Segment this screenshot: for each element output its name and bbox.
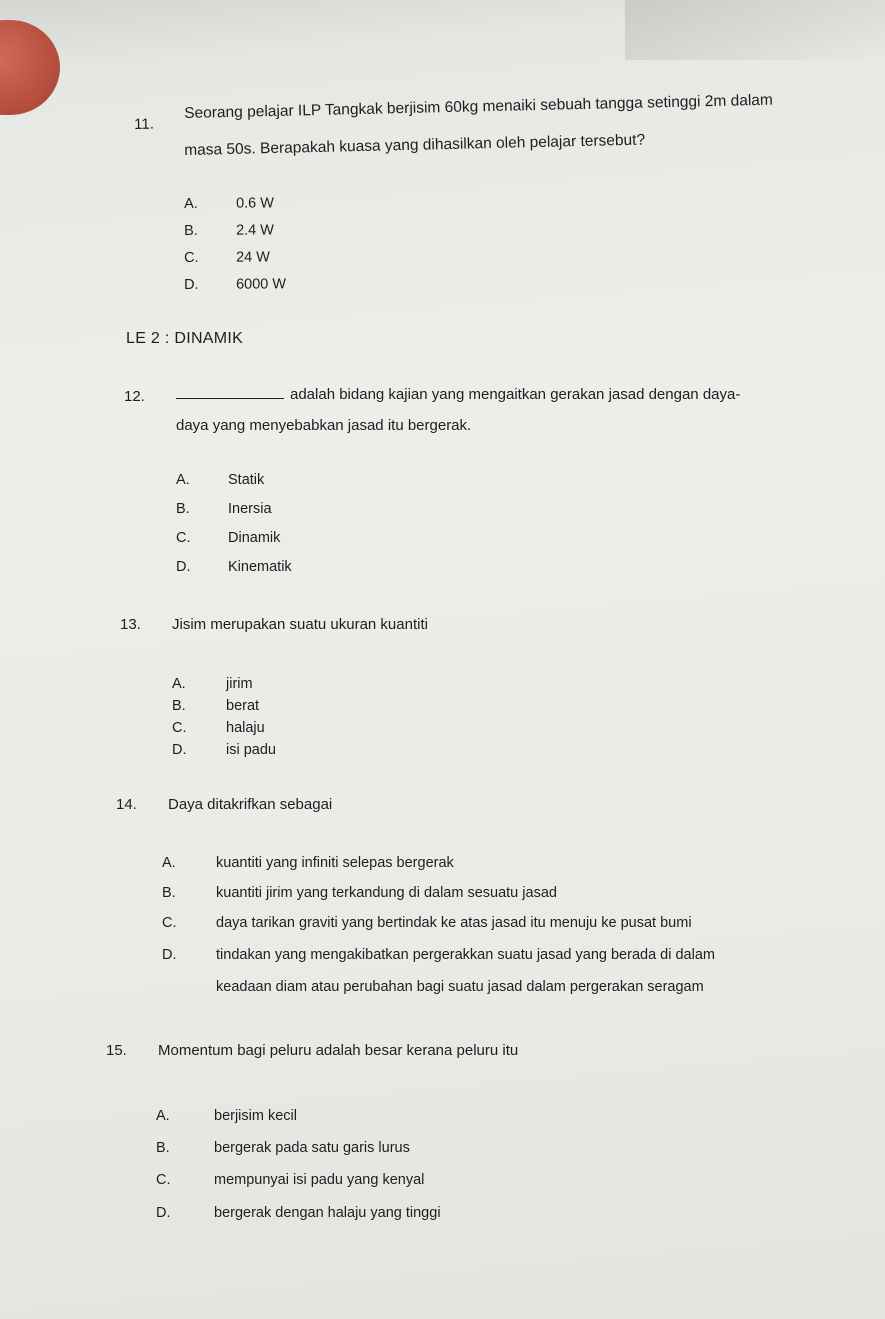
option-text: 2.4 W (235, 222, 274, 239)
option-text: isi padu (226, 742, 276, 758)
option-letter: A. (172, 676, 186, 692)
question-number: 14. (116, 796, 137, 813)
option-letter: D. (162, 947, 177, 963)
option-letter: D. (176, 559, 191, 575)
option-text: bergerak pada satu garis lurus (214, 1140, 410, 1156)
fill-in-blank (176, 388, 284, 399)
option-letter: C. (172, 720, 187, 736)
option-letter: D. (184, 276, 199, 293)
option-text: 0.6 W (235, 195, 274, 212)
option-letter: B. (156, 1140, 170, 1156)
option-text: mempunyai isi padu yang kenyal (214, 1172, 425, 1188)
option-text: kuantiti yang infiniti selepas bergerak (216, 855, 454, 871)
section-heading: LE 2 : DINAMIK (126, 330, 244, 347)
option-text: jirim (226, 676, 253, 692)
option-text: Kinematik (228, 559, 292, 575)
question-text-line (176, 386, 740, 405)
option-letter: D. (156, 1205, 171, 1221)
question-number: 15. (106, 1042, 127, 1059)
option-text: kuantiti jirim yang terkandung di dalam sesuatu jasad (216, 885, 557, 901)
option-letter: A. (162, 855, 176, 871)
option-text: Inersia (228, 501, 272, 517)
question-text: adalah bidang kajian yang mengaitkan gerakan jasad dengan daya- (290, 386, 741, 403)
option-letter: B. (172, 698, 186, 714)
question-number: 13. (120, 616, 141, 633)
option-letter: C. (156, 1172, 171, 1188)
option-letter: A. (184, 195, 198, 212)
option-text: halaju (226, 720, 265, 736)
question-text-line: daya yang menyebabkan jasad itu bergerak. (176, 417, 472, 434)
option-letter: B. (162, 885, 176, 901)
option-letter: D. (172, 742, 187, 758)
option-letter: A. (176, 472, 190, 488)
question-text-line: Daya ditakrifkan sebagai (168, 796, 333, 813)
option-d-continuation: keadaan diam atau perubahan bagi suatu jasad dalam pergerakan seragam (216, 979, 704, 995)
question-text-line: Jisim merupakan suatu ukuran kuantiti (172, 616, 428, 633)
option-text: berjisim kecil (214, 1108, 297, 1124)
option-letter: B. (184, 222, 198, 239)
paper-corner-shadow (625, 0, 885, 60)
option-text: Dinamik (228, 530, 281, 546)
question-text-line: masa 50s. Berapakah kuasa yang dihasilkan oleh pelajar tersebut? (184, 131, 646, 159)
option-letter: B. (176, 501, 190, 517)
option-letter: C. (162, 915, 177, 931)
question-text-line: Seorang pelajar ILP Tangkak berjisim 60kg menaiki sebuah tangga setinggi 2m dalam (184, 91, 774, 122)
option-text: berat (226, 698, 260, 714)
option-text: Statik (228, 472, 265, 488)
option-text: tindakan yang mengakibatkan pergerakkan suatu jasad yang berada di dalam (216, 947, 715, 963)
option-letter: C. (184, 249, 199, 266)
question-text-line: Momentum bagi peluru adalah besar kerana peluru itu (158, 1042, 519, 1059)
option-text: 6000 W (235, 276, 287, 293)
option-text: 24 W (235, 249, 270, 266)
option-text: daya tarikan graviti yang bertindak ke atas jasad itu menuju ke pusat bumi (216, 915, 692, 931)
option-letter: A. (156, 1108, 170, 1124)
question-number: 12. (124, 388, 145, 405)
option-letter: C. (176, 530, 191, 546)
question-number: 11. (134, 115, 155, 133)
option-text: bergerak dengan halaju yang tinggi (214, 1205, 441, 1221)
